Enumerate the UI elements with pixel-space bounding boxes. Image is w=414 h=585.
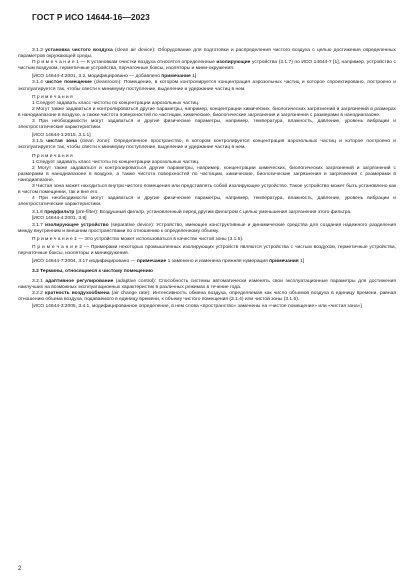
paragraph: [18, 107, 396, 119]
paragraph: [18, 196, 396, 208]
text-run: (air change rate): Интенсивность обмена воздуха, определяемая как число объемов воздуха в единицу времени, равная отношению объема воздуха, подаваемого в единицу времени, к объему чистого помещения (3.1.4) или чистой зоны (3.1.5).: [18, 291, 396, 303]
text-run: П р и м е ч а н и е 1 — Это устройство может использоваться в качестве чистой зоны (3.1.5).: [32, 236, 244, 242]
text-run: (adaptive control): Способность системы автоматически изменять свои эксплуатационные параметры для достижения наилучших на возможных эксплуатационных характеристик в различных режимах в течение года.: [18, 279, 396, 291]
text-run: 3.1.3: [32, 48, 46, 53]
paragraph: [18, 60, 396, 72]
bold-term: адаптивное регулирование: [45, 279, 114, 285]
bold-term: кратность воздухообмена: [45, 291, 110, 297]
bold-term: чистая зона: [46, 139, 77, 145]
paragraph: [18, 80, 396, 92]
paragraph: [18, 184, 396, 196]
text-run: 3.2.1: [32, 279, 46, 285]
text-run: 2 Могут также задаваться и контролироваться другие параметры, например, концентрации химических, биологических загрязнений и загрязнений с размерами в нанодиапазоне в воздухе, а также чистота поверхностей по частицам, химические, биологические загрязнения и загрязнения с размерами в нанодиапазоне.: [18, 165, 396, 183]
text-run: 3.1.4: [32, 80, 46, 86]
paragraph: [18, 279, 396, 291]
text-run: 3.2.2: [32, 291, 46, 297]
paragraph: [18, 223, 396, 235]
paragraph: [18, 166, 396, 184]
bold-term: примечание: [136, 259, 167, 264]
text-run: (pre-filter): Воздушный фильтр, установленный перед другим фильтром с целью уменьшения загрязнения этого фильтра.: [74, 210, 352, 216]
text-run: [ИСО 14644-1:2015, 3.1.1]: [32, 133, 91, 139]
text-run: 4 При необходимости могут задаваться и другие физические параметры, например, температура, влажность, давление, уровень вибрации и электростатические характеристики.: [18, 196, 396, 208]
bold-term: примечание: [161, 74, 191, 80]
bold-term: 3.2 Термины, относящиеся к чистому помещению: [32, 269, 153, 275]
text-run: 1]: [298, 259, 305, 264]
text-run: (clean air device): Оборудование для подготовки и распределения чистого воздуха с целью достижения определенных параметров окружающей среды.: [18, 48, 396, 60]
text-run: 1]: [190, 74, 197, 80]
text-run: П р и м е ч а н и е 1 — К установкам очистки воздуха относятся определенные: [32, 60, 217, 66]
paragraph: [18, 291, 396, 303]
text-run: (clean zone): Определенное пространство, в котором контролируется концентрация аэрозольных частиц и которое построено и эксплуатируется так, чтобы свести к минимуму поступление, выделение и удержание частиц в нем.: [18, 139, 396, 151]
paragraph: [18, 304, 396, 310]
text-run: [ИСО 14644-4:2001, 3.8]: [32, 216, 87, 222]
paragraph: [18, 245, 396, 257]
text-run: 3.1.7: [32, 222, 46, 228]
text-run: 2 Могут также задаваться и контролироваться другие параметры, например, концентрации химических, биологических загрязнений и загрязнений в размерах в нанодиапазоне в воздухе, а также чистота поверхностей по частицам, химические, биологические загрязнения и загрязнения с размерами в нанодиапазоне.: [18, 106, 396, 118]
standard-header: ГОСТ Р ИСО 14644-16—2023: [32, 12, 150, 22]
text-run: [ИСО 14644-7:2004, 3.17 модифицировано —: [32, 259, 137, 264]
text-run: П р и м е ч а н и я: [32, 94, 73, 100]
bold-term: изолирующие: [216, 60, 251, 66]
document-body: [18, 48, 396, 310]
text-run: 3.1.6: [32, 210, 45, 216]
text-run: П р и м е ч а н и я: [32, 153, 73, 159]
text-run: [ИСО 14644-3:2005, 3.4.1, модифицированное определение, в нем слова «пространство» заменены на «чистое помещение» или «чистая зона»]: [32, 303, 362, 309]
text-run: П р и м е ч а н и е 2 — Примерами некоторых промышленных изолирующих устройств являются устройства с чистым воздухом, герметичные устройства, перчаточные боксы, изоляторы и миникружения.: [18, 244, 396, 256]
text-run: (separative device): Устройство, имеющее конструктивные и динамические средства для создания надежного разделения между внутренним и внешним пространствами по отношению к определенному объему.: [18, 222, 396, 234]
text-run: 1 Следует задавать класс чистоты по концентрации аэрозольных частиц.: [32, 159, 200, 165]
text-run: 3 При необходимости могут задаваться и другие физические параметры, например, температура, влажность, давление, уровень вибрации и электростатические характеристики.: [18, 119, 396, 131]
text-run: 1 Следует задавать класс чистоты по концентрации аэрозольных частиц.: [32, 100, 200, 106]
bold-term: изолирующее устройство: [45, 222, 109, 228]
paragraph: [18, 139, 396, 151]
text-run: устройства (3.1.7) по ИСО 14644-7 [1], например, устройство с чистым воздухом, герметичные устройства, перчаточные боксы, изоляторы и мини-окружения.: [18, 60, 396, 72]
text-run: [ИСО 14644-4:2001, 3.2, модифицировано — добавлено: [32, 74, 162, 80]
text-run: 1 заменено и изменена прежняя нумерация: [166, 259, 270, 264]
paragraph: [18, 48, 396, 60]
paragraph: [18, 119, 396, 131]
page-number: 2: [18, 565, 22, 572]
text-run: (cleanroom): Помещение, в котором контролируется концентрация аэрозольных частиц и которое спроектировано, построено и эксплуатируется так, чтобы свести к минимуму поступление, выделение и удержание частиц в нем.: [18, 80, 396, 92]
text-run: 3 Чистая зона может находиться внутри чистого помещения или представлять собой изолирующее устройство. Такое устройство может быть установлено как в чистом помещении, так и вне его.: [18, 183, 396, 196]
bold-term: установка чистого воздуха: [45, 48, 113, 53]
bold-term: предфильтр: [44, 210, 75, 216]
text-run: 3.1.5: [32, 139, 47, 145]
bold-term: примечания: [269, 259, 299, 264]
bold-term: чистое помещение: [45, 80, 92, 86]
